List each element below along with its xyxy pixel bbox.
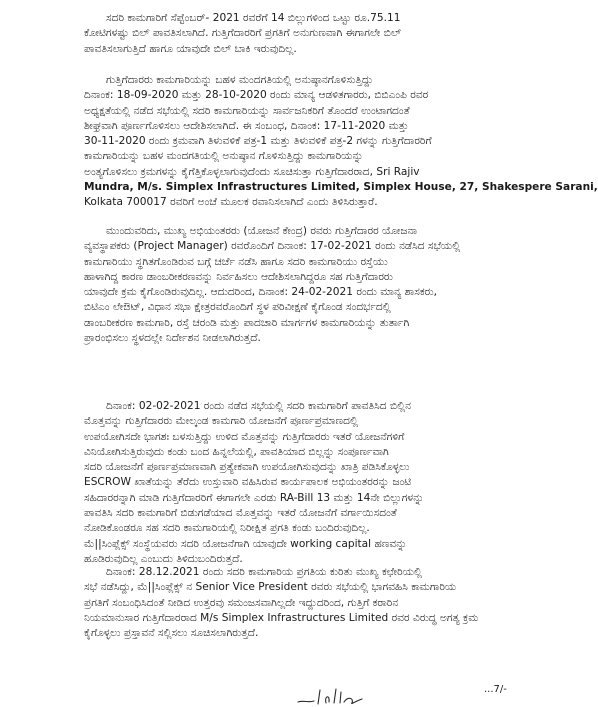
text-line: ಕೋಟಿಗಳಷ್ಟು ಬಿಲ್ ಪಾವತಿಸಲಾಗಿದೆ. ಗುತ್ತಿಗೆದಾರರಿಗೆ ಪ್ರಗತಿಗೆ ಅನುಗುಣವಾಗಿ ಈಗಾಗಲೇ ಬಿಲ್ [84, 27, 402, 40]
text-line: ಪ್ರಗತಿಗೆ ಸಂಬಂಧಿಸಿದಂತೆ ನೀಡಿದ ಉತ್ತರವು ಸಮಂಜಸವಾಗಿಲ್ಲದೇ ಇದ್ದುದರಿಂದ, ಗುತ್ತಿಗೆ ಕರಾರಿನ [84, 596, 399, 609]
text-line: ಅಧ್ಯಕ್ಷತೆಯಲ್ಲಿ ನಡೆದ ಸಭೆಯಲ್ಲಿ ಸದರಿ ಕಾಮಗಾರಿಯನ್ನು ಸಾರ್ವಜನಿಕರಿಗೆ ತೊಂದರೆ ಉಂಟಾಗದಂತೆ [84, 104, 410, 117]
text-line: ದಿನಾಂಕ: 02-02-2021 ರಂದು ನಡೆದ ಸಭೆಯಲ್ಲಿ ಸದರಿ ಕಾಮಗಾರಿಗೆ ಪಾವತಿಸಿದ ಬಿಲ್ಲಿನ [106, 400, 412, 412]
text-line: ESCROW ಖಾತೆಯನ್ನು ತೆರೆದು ಉಸ್ತುವಾರಿ ವಹಿಸಿರುವ ಕಾರ್ಯಪಾಲಕ ಅಭಿಯಂತರರನ್ನು ಜಂಟಿ [84, 476, 412, 489]
text-line: ಸದರಿ ಯೋಜನೆಗೆ ಪೂರ್ಣಪ್ರಮಾಣವಾಗಿ ಪ್ರತ್ಯೇಕವಾಗಿ ಉಪಯೋಗಿಸುವುದನ್ನು ಖಾತ್ರಿ ಪಡಿಸಿಕೊಳ್ಳಲು [84, 461, 410, 474]
text-line: ಪಾವತಿಸಲಾಗುತ್ತಿದೆ ಹಾಗೂ ಯಾವುದೇ ಬಿಲ್ ಬಾಕಿ ಇರುವುದಿಲ್ಲ. [84, 42, 297, 55]
text-line: ಗುತ್ತಿಗೆದಾರರು ಕಾಮಗಾರಿಯನ್ನು ಬಹಳ ಮಂದಗತಿಯಲ್ಲಿ ಅನುಷ್ಠಾನಗೊಳಿಸುತ್ತಿದ್ದು [106, 74, 374, 86]
text-line: ಕಾಮಗಾರಿಯು ಸ್ಥಗಿತಗೊಂಡಿರುವ ಬಗ್ಗೆ ಚರ್ಚೆ ನಡೆಸಿ ಹಾಗೂ ಸದರಿ ಕಾಮಗಾರಿಯು ರಸ್ತೆಯು [84, 255, 388, 268]
text-line: Kolkata 700017 ರವರಿಗೆ ಅಂಚೆ ಮೂಲಕ ರವಾನಿಸಲಾಗಿದೆ ಎಂದು ತಿಳಿಸಿರುತ್ತಾರೆ. [84, 196, 378, 209]
paragraph-head-office-meeting [84, 565, 540, 641]
text-line: ಮೊತ್ತವನ್ನು ಗುತ್ತಿಗೆದಾರರು ಮೇಲ್ಕಂಡ ಕಾಮಗಾರಿ ಯೋಜನೆಗೆ ಪೂರ್ಣಪ್ರಮಾಣದಲ್ಲಿ [84, 415, 359, 428]
text-line: ಪಾವತಿಸಿ ಸದರಿ ಕಾಮಗಾರಿಗೆ ಬಿಡುಗಡೆಯಾದ ಮೊತ್ತವನ್ನು ಇತರೆ ಯೋಜನೆಗೆ ವರ್ಗಾಯಿಸದಂತೆ [84, 507, 397, 520]
text-line: ಕಾಮಗಾರಿಯನ್ನು ಬಹಳ ಮಂದಗತಿಯಲ್ಲಿ ಅನುಷ್ಠಾನ ಗೊಳಿಸುತ್ತಿದ್ದು ಕಾಮಗಾರಿಯನ್ನು [84, 150, 364, 163]
text-line: ಯಾವುದೇ ಕ್ರಮ ಕೈಗೊಂಡಿರುವುದಿಲ್ಲ. ಆದುದರಿಂದ, ದಿನಾಂಕ: 24-02-2021 ರಂದು ಮಾನ್ಯ ಶಾಸಕರು, [84, 286, 438, 299]
text-line: ವಿನಿಯೋಗಿಸುತ್ತಿರುವುದು ಕಂಡು ಬಂದ ಹಿನ್ನಲೆಯಲ್ಲಿ, ಪಾವತಿಯಾದ ಬಿಲ್ಲನ್ನು ಸಂಪೂರ್ಣವಾಗಿ [84, 445, 389, 458]
text-line: ವ್ಯವಸ್ಥಾಪಕರು (Project Manager) ರವರೊಂದಿಗೆ ದಿನಾಂಕ: 17-02-2021 ರಂದು ನಡೆಸಿದ ಸಭೆಯಲ್ಲಿ [84, 240, 461, 253]
text-line: ದಿನಾಂಕ: 28.12.2021 ರಂದು ಸದರಿ ಕಾಮಗಾರಿಯ ಪ್ರಗತಿಯ ಕುರಿತು ಮುಖ್ಯ ಕಛೇರಿಯಲ್ಲಿ [106, 566, 423, 578]
text-line: ಸದರಿ ಕಾಮಗಾರಿಗೆ ಸೆಪ್ಟೆಂಬರ್- 2021 ರವರೆಗೆ 14 ಬಿಲ್ಲುಗಳಿಂದ ಒಟ್ಟು ರೂ.75.11 [106, 12, 401, 24]
text-line: ಮೆ||ಸಿಂಪ್ಲೆಕ್ಸ್ ಸಂಸ್ಥೆಯವರು ಸದರಿ ಯೋಜನೆಗಾಗಿ ಯಾವುದೇ working capital ಹಣವನ್ನು [84, 537, 407, 550]
handwritten-signature [296, 684, 366, 706]
text-line: ಸಭೆ ನಡೆಸಿದ್ದು, ಮೆ||ಸಿಂಪ್ಲೆಕ್ಸ್ ನ Senior Vice President ರವರು ಸಭೆಯಲ್ಲಿ ಭಾಗವಹಿಸಿ ಕಾಮಗಾರಿಯ [84, 581, 457, 594]
text-line: ಅಂತ್ಯಗೊಳಿಸಲು ಕ್ರಮಗಳನ್ನು ಕೈಗೆತ್ತಿಕೊಳ್ಳಲಾಗುವುದೆಂದು ಸೂಚಿಸುತ್ತಾ ಗುತ್ತಿಗೆದಾರರಾದ, Sri Rajiv [84, 165, 420, 178]
text-line: ಡಾಂಬರೀಕರಣ ಕಾಮಗಾರಿ, ರಸ್ತೆ ಚರಂಡಿ ಮತ್ತು ಪಾದಚಾರಿ ಮಾರ್ಗಗಳ ಕಾಮಗಾರಿಯನ್ನು ತುರ್ತಾಗಿ [84, 316, 410, 329]
text-line: ಶೀಘ್ರವಾಗಿ ಪೂರ್ಣಗೊಳಿಸಲು ಆದೇಶಿಸಲಾಗಿದೆ. ಈ ಸಂಬಂಧ, ದಿನಾಂಕ: 17-11-2020 ಮತ್ತು [84, 119, 409, 132]
text-line: ದಿನಾಂಕ: 18-09-2020 ಮತ್ತು 28-10-2020 ರಂದು ಮಾನ್ಯ ಆಡಳಿತಗಾರರು, ಬಿಬಿಎಂಪಿ ರವರ [84, 89, 429, 102]
text-line: ಪ್ರಾರಂಭಿಸಲು ಸ್ಥಳದಲ್ಲೇ ನಿರ್ದೇಶನ ನೀಡಲಾಗಿರುತ್ತದೆ. [84, 332, 261, 345]
contractor-address-line: Mundra, M/s. Simplex Infrastructures Limited, Simplex House, 27, Shakespere Sarani, [84, 181, 598, 194]
text-line: 30-11-2020 ರಂದು ಕ್ರಮವಾಗಿ ತಿಳುವಳಿಕೆ ಪತ್ರ-1 ಮತ್ತು ತಿಳುವಳಿಕೆ ಪತ್ರ-2 ಗಳನ್ನು ಗುತ್ತಿಗೆದಾರರಿಗೆ [84, 135, 432, 148]
text-line: ಬಿಟಿಎಂ ಲೇಔಟ್, ವಿಧಾನ ಸಭಾ ಕ್ಷೇತ್ರರವರೊಂದಿಗೆ ಸ್ಥಳ ಪರಿವೀಕ್ಷಣೆ ಕೈಗೊಂಡ ಸಂದರ್ಭದಲ್ಲಿ [84, 301, 391, 314]
text-line: ಹಾಳಾಗಿದ್ದ ಕಾರಣ ಡಾಂಬರೀಕರಣವನ್ನು ನಿರ್ವಹಿಸಲು ಆದೇಶಿಸಲಾಗಿದ್ದರೂ ಸಹ ಗುತ್ತಿಗೆದಾರರು [84, 270, 393, 283]
text-line: ಮುಂದುವರಿದು, ಮುಖ್ಯ ಅಭಿಯಂತರರು (ಯೋಜನೆ ಕೇಂದ್ರ) ರವರು ಗುತ್ತಿಗೆದಾರರ ಯೋಜನಾ [106, 225, 418, 237]
text-line: ನೋಡಿಕೊಂಡರೂ ಸಹ ಸದರಿ ಕಾಮಗಾರಿಯಲ್ಲಿ ನಿರೀಕ್ಷಿತ ಪ್ರಗತಿ ಕಂಡು ಬಂದಿರುವುದಿಲ್ಲ. [84, 522, 370, 535]
paragraph-escrow-account [84, 399, 540, 567]
text-line: ಉಪಯೋಗಿಸದೇ ಭಾಗಶಃ ಬಳಸುತ್ತಿದ್ದು ಉಳಿದ ಮೊತ್ತವನ್ನು ಗುತ್ತಿಗೆದಾರರು ಇತರೆ ಯೋಜನೆಗಳಿಗೆ [84, 430, 405, 443]
text-line: ಸಹಿದಾರರನ್ನಾಗಿ ಮಾಡಿ ಗುತ್ತಿಗೆದಾರರಿಗೆ ಈಗಾಗಲೇ ಎರಡು RA-Bill 13 ಮತ್ತು 14ನೇ ಬಿಲ್ಲುಗಳನ್ನು [84, 491, 424, 504]
paragraph-contractor-delay [84, 73, 598, 211]
text-line: ಹೂಡಿರುವುದಿಲ್ಲ ಎಂಬುದು ತಿಳಿದುಬಂದಿರುತ್ತದೆ. [84, 552, 243, 565]
page-continuation-marker: ...7/- [484, 684, 507, 695]
text-line: ನಿಯಮಾನುಸಾರ ಗುತ್ತಿಗೆದಾರರಾದ M/s Simplex Infrastructures Limited ರವರ ವಿರುದ್ಧ ಅಗತ್ಯ ಕ್ರಮ [84, 611, 479, 624]
paragraph-bill-payment [84, 11, 540, 57]
text-line: ಕೈಗೊಳ್ಳಲು ಪ್ರಸ್ತಾವನೆ ಸಲ್ಲಿಸಲು ಸೂಚಿಸಲಾಗಿರುತ್ತದೆ. [84, 627, 259, 640]
paragraph-project-manager-meeting [84, 224, 540, 346]
